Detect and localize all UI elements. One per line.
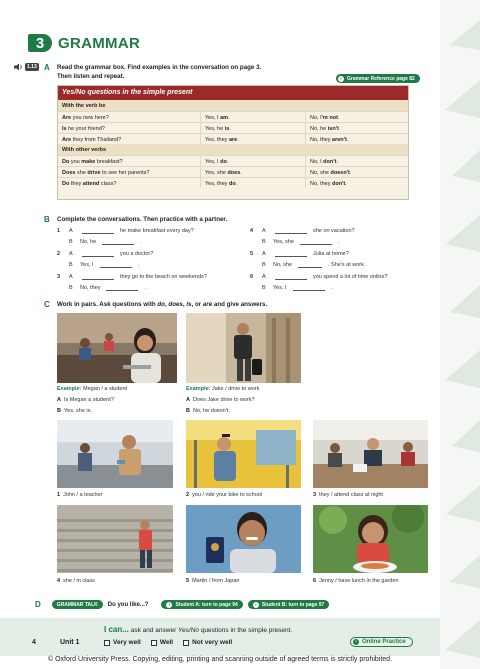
conversation-line: 6 A you spend a lot of time online? [250,274,388,280]
check-not-very-well[interactable]: Not very well [183,639,232,646]
section-title: GRAMMAR [58,34,141,52]
conversation-line: B No, she . She's at work. [262,262,366,268]
conversation-line: B No, he . [69,239,142,245]
copyright-notice: © Oxford University Press. Copying, editing, printing and scanning outside of agreed terms is strictly prohibited. [47,656,393,663]
photo-megan-student [57,313,177,383]
photo-night-class [313,420,428,488]
checkbox[interactable] [183,640,189,646]
item-4-label: 4 she / in class [57,578,95,584]
exercise-letter-b: B [44,215,50,224]
item-5-label: 5 Martin / from Japan [186,578,240,584]
answer-blank[interactable] [106,286,138,291]
grammar-row: Do they attend class? Yes, they do. No, they don't. [58,177,408,188]
check-very-well[interactable]: Very well [104,639,141,646]
grammar-row: Is he your friend? Yes, he is. No, he isn't. [58,122,408,133]
student-b-link[interactable]: › Student B: turn to page 97 [248,600,330,609]
exercise-c-instruction: Work in pairs. Ask questions with do, does, is, or are and give answers. [57,301,268,308]
checkbox[interactable] [104,640,110,646]
self-assessment [104,639,232,646]
audio-track-button[interactable] [14,63,39,71]
chevron-right-icon: › [353,639,359,645]
photo-bike-commuter [186,420,301,488]
instruction-line: Then listen and repeat. [57,73,125,80]
check-well[interactable]: Well [151,639,173,646]
conversation-line: 5 A Julia at home? [250,251,349,257]
example-1-question: A Is Megan a student? [57,397,114,403]
example-1-answer: B Yes, she is. [57,408,92,414]
grammar-reference-link[interactable] [336,74,420,83]
item-1-label: 1 John / a teacher [57,492,103,498]
answer-blank[interactable] [275,229,307,234]
answer-blank[interactable] [300,240,332,245]
grammar-box-title: Yes/No questions in the simple present [58,86,408,100]
example-2-answer: B No, he doesn't. [186,408,230,414]
answer-blank[interactable] [100,263,132,268]
conversation-line: B No, they . [69,285,147,291]
example-2-prompt: Example: Jake / drive to work [186,386,260,392]
answer-blank[interactable] [82,275,114,280]
unit-label: Unit 1 [60,639,80,646]
checkbox[interactable] [151,640,157,646]
page-number: 4 [32,639,36,646]
student-a-link[interactable]: › Student A: turn to page 94 [161,600,242,609]
answer-blank[interactable] [82,252,114,257]
photo-john-teacher [57,420,173,488]
answer-blank[interactable] [275,275,307,280]
example-1-prompt: Example: Megan / a student [57,386,128,392]
exercise-letter-c: C [44,300,50,309]
grammar-row: Does she drive to see her parents? Yes, she does. No, she doesn't. [58,166,408,177]
conversation-line: B Yes, she . [262,239,340,245]
decorative-leaf-border [440,0,480,669]
section-header [28,34,140,52]
i-can-statement: I can... ask and answer Yes/No questions in the simple present. [104,625,293,634]
answer-blank[interactable] [82,229,114,234]
item-2-label: 2 you / ride your bike to school [186,492,263,498]
exercise-letter-d: D [35,600,41,609]
conversation-line: B Yes, I . [262,285,333,291]
answer-blank[interactable] [298,263,322,268]
item-3-label: 3 they / attend class at night [313,492,383,498]
footer-bar [0,618,440,656]
speaker-icon [14,63,24,71]
grammar-box-subheading: With other verbs [58,144,408,155]
item-6-label: 6 Jenny / have lunch in the garden [313,578,399,584]
grammar-reference-label: Grammar Reference page 82 [347,75,415,82]
photo-martin-passport [186,505,301,573]
grammar-row: Are you new here? Yes, I am. No, I'm not. [58,111,408,122]
exercise-a-instruction [57,63,261,81]
chevron-right-icon: › [166,602,172,608]
answer-blank[interactable] [275,252,307,257]
answer-blank[interactable] [102,240,134,245]
grammar-row: Are they from Thailand? Yes, they are. No, they aren't. [58,133,408,144]
grammar-talk-badge: GRAMMAR TALK [52,600,103,609]
section-number: 3 [28,34,52,52]
chevron-right-icon: › [338,76,344,82]
track-number: 1.13 [27,64,37,70]
conversation-line: 3 A they go to the beach on weekends? [57,274,207,280]
chevron-right-icon: › [253,602,259,608]
conversation-line: 2 A you a doctor? [57,251,154,257]
grammar-box [57,85,409,200]
grammar-talk-title: Do you like...? [107,601,149,608]
photo-jenny-lunch [313,505,428,573]
conversation-line: 1 A he make breakfast every day? [57,228,194,234]
conversation-line: B Yes, I . [69,262,140,268]
exercise-d-row [35,600,329,609]
online-practice-button[interactable]: › Online Practice [350,637,413,647]
photo-jake-walking [186,313,301,383]
grammar-row: Do you make breakfast? Yes, I do. No, I don't. [58,155,408,166]
exercise-letter-a: A [44,63,50,72]
photo-steps-student [57,505,173,573]
answer-blank[interactable] [293,286,325,291]
instruction-line: Read the grammar box. Find examples in the conversation on page 3. [57,64,262,71]
exercise-b-instruction: Complete the conversations. Then practice with a partner. [57,216,228,223]
grammar-box-subheading: With the verb be [58,100,408,111]
conversation-line: 4 A she on vacation? [250,228,355,234]
example-2-question: A Does Jake drive to work? [186,397,255,403]
